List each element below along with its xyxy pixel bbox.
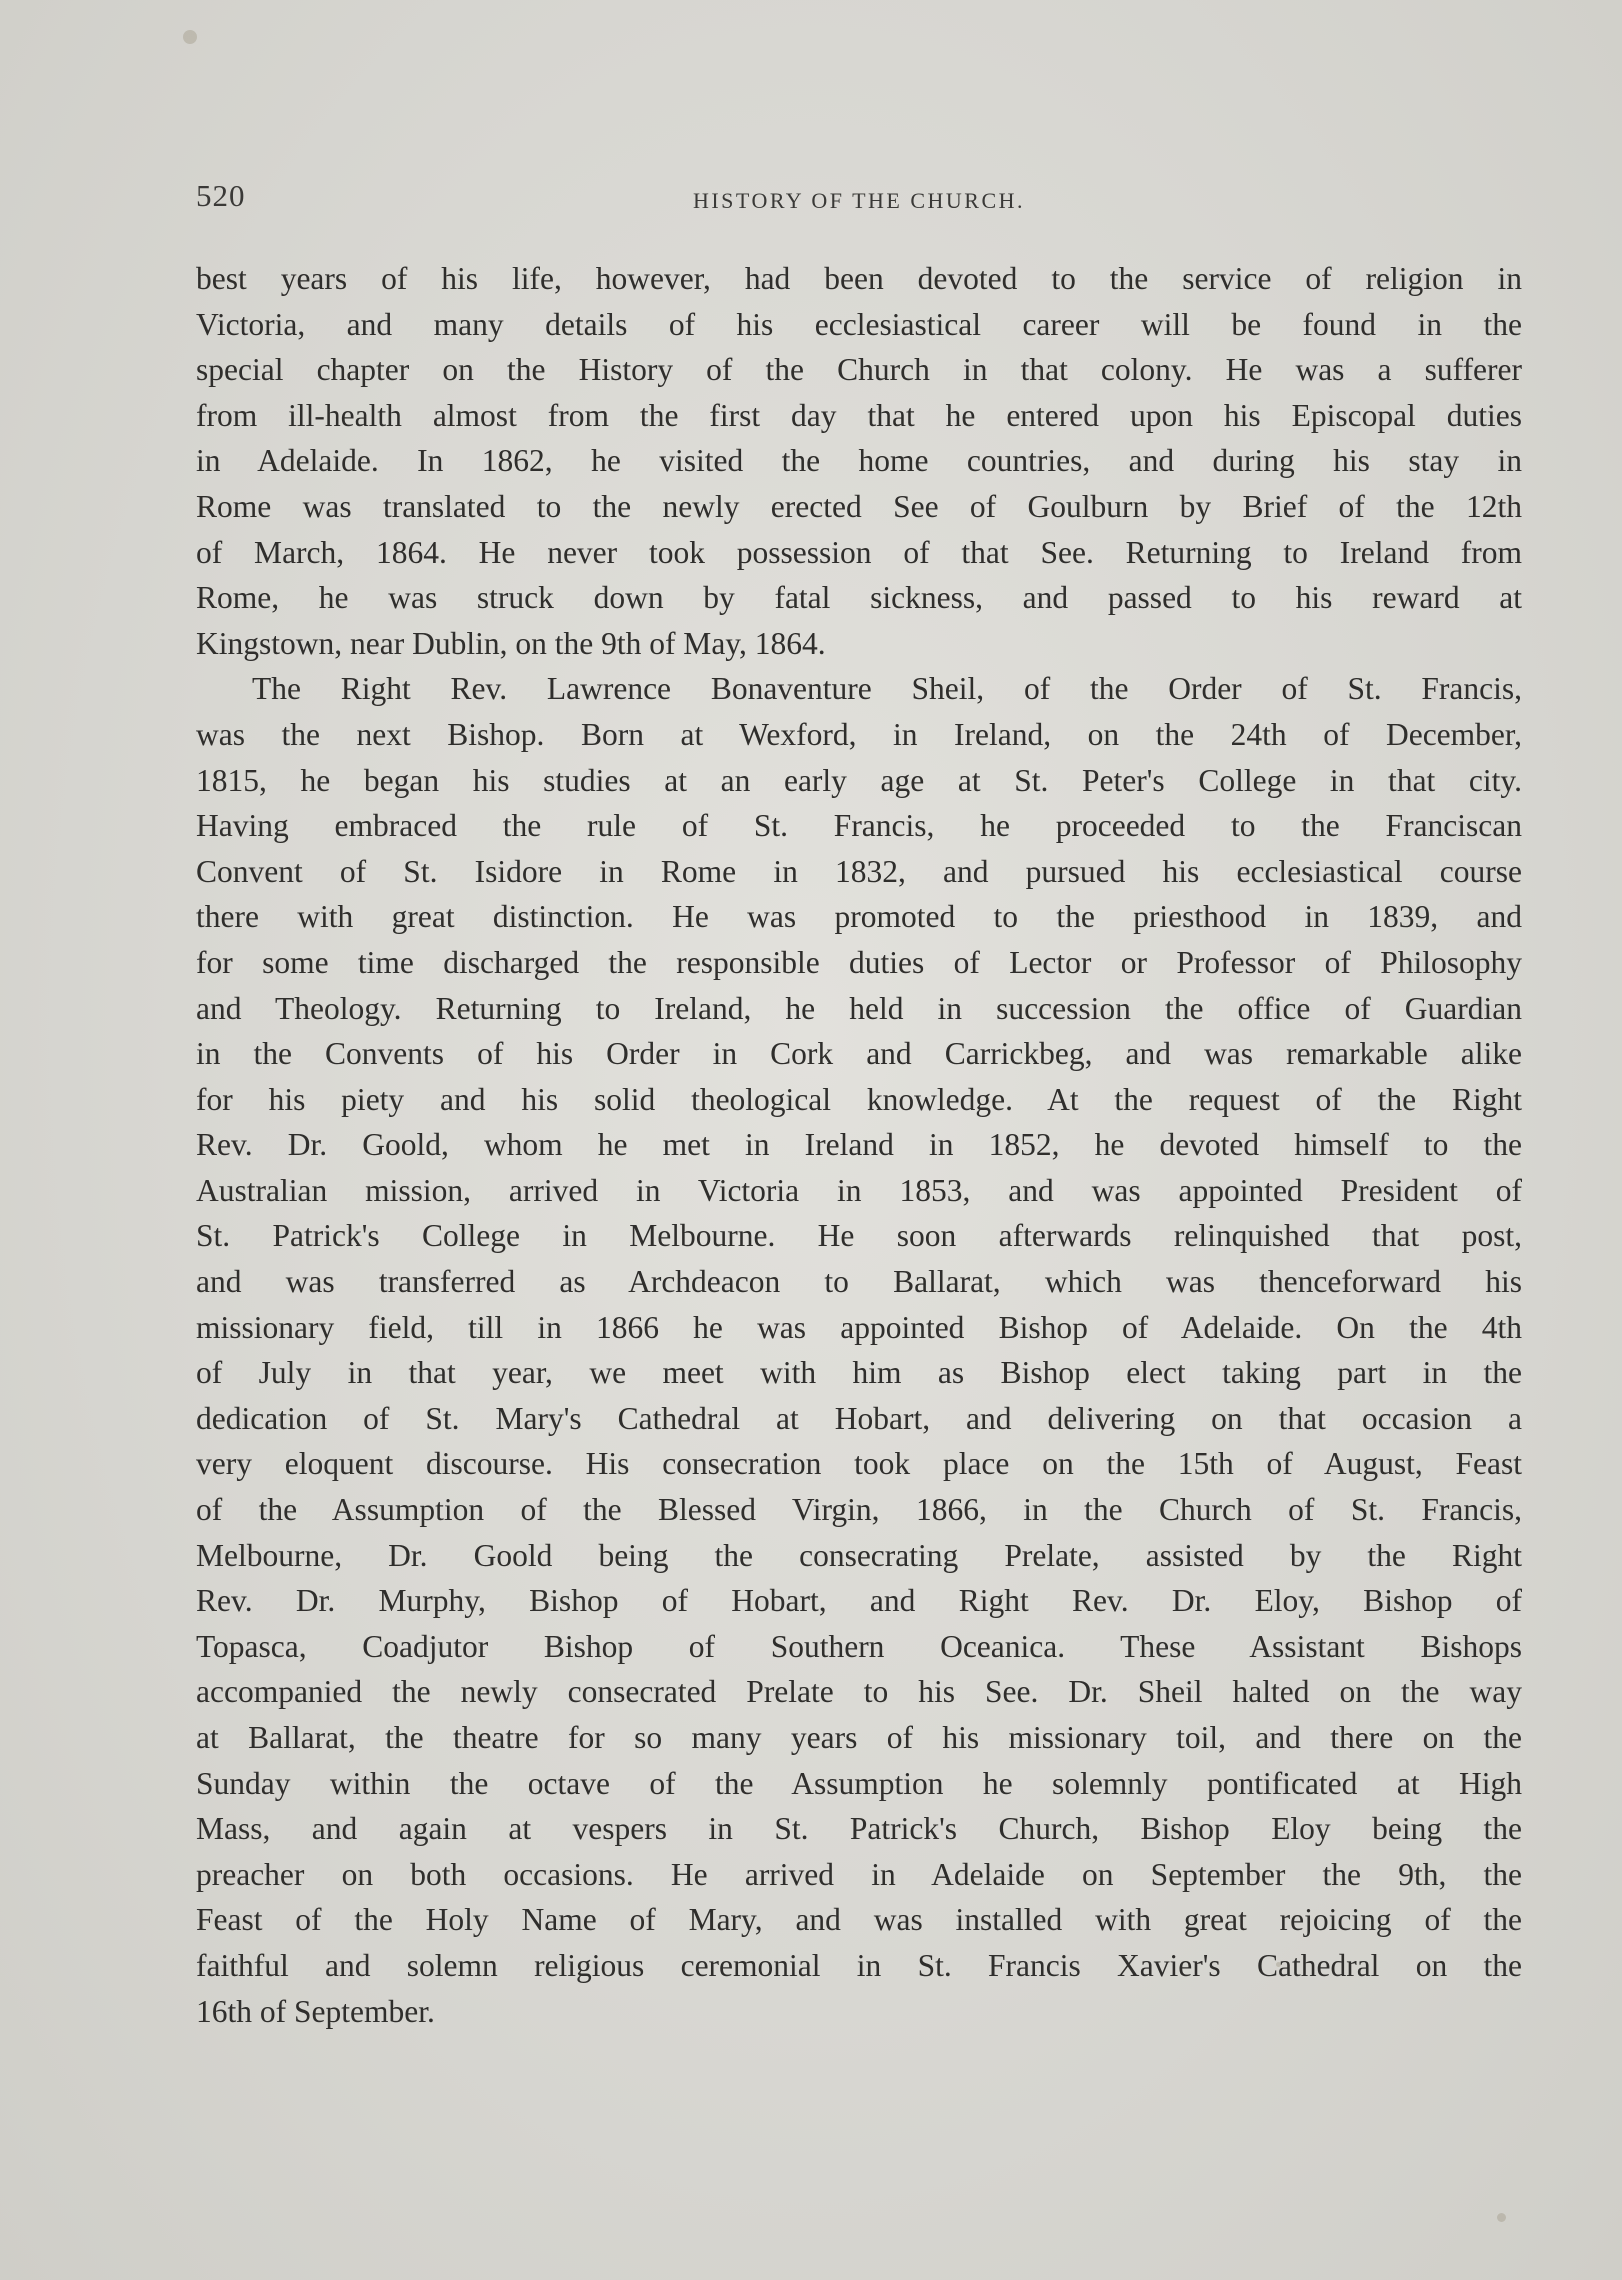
text-line: from ill-health almost from the first day that he entered upon his Episcopal duties [196, 397, 1522, 433]
text-line: Kingstown, near Dublin, on the 9th of May, 1864. [196, 625, 826, 661]
text-line: Rome, he was struck down by fatal sickness, and passed to his reward at [196, 580, 1522, 616]
text-line: Rev. Dr. Goold, whom he met in Ireland in 1852, he devoted himself to the [196, 1127, 1522, 1163]
text-line: in the Convents of his Order in Cork and Carrickbeg, and was remarkable alike [196, 1036, 1522, 1072]
text-line: accompanied the newly consecrated Prelate to his See. Dr. Sheil halted on the way [196, 1674, 1522, 1710]
text-line: Victoria, and many details of his ecclesiastical career will be found in the [196, 306, 1522, 342]
text-line: missionary field, till in 1866 he was appointed Bishop of Adelaide. On the 4th [196, 1309, 1522, 1345]
text-line: Rev. Dr. Murphy, Bishop of Hobart, and Right Rev. Dr. Eloy, Bishop of [196, 1583, 1522, 1619]
text-line: 1815, he began his studies at an early age at St. Peter's College in that city. [196, 762, 1522, 798]
text-line: and Theology. Returning to Ireland, he held in succession the office of Guardian [196, 990, 1522, 1026]
text-line: Sunday within the octave of the Assumption he solemnly pontificated at High [196, 1765, 1522, 1801]
text-line: Topasca, Coadjutor Bishop of Southern Oceanica. These Assistant Bishops [196, 1628, 1522, 1664]
text-line: of the Assumption of the Blessed Virgin, 1866, in the Church of St. Francis, [196, 1492, 1522, 1528]
body-text [196, 256, 1522, 2034]
paper-speck [1276, 1962, 1281, 1967]
text-line: of March, 1864. He never took possession of that See. Returning to Ireland from [196, 534, 1522, 570]
text-line: was the next Bishop. Born at Wexford, in Ireland, on the 24th of December, [196, 716, 1522, 752]
text-line: in Adelaide. In 1862, he visited the home countries, and during his stay in [196, 443, 1522, 479]
text-line: Having embraced the rule of St. Francis, he proceeded to the Franciscan [196, 808, 1522, 844]
text-line: and was transferred as Archdeacon to Ballarat, which was thenceforward his [196, 1264, 1522, 1300]
paper-speck [1497, 2213, 1506, 2222]
text-line: for some time discharged the responsible duties of Lector or Professor of Philosophy [196, 944, 1522, 980]
text-line: of July in that year, we meet with him as Bishop elect taking part in the [196, 1355, 1522, 1391]
text-line: faithful and solemn religious ceremonial in St. Francis Xavier's Cathedral on the [196, 1947, 1522, 1983]
text-line: The Right Rev. Lawrence Bonaventure Sheil, of the Order of St. Francis, [252, 671, 1522, 707]
text-line: at Ballarat, the theatre for so many years of his missionary toil, and there on the [196, 1720, 1522, 1755]
text-line: Feast of the Holy Name of Mary, and was installed with great rejoicing of the [196, 1902, 1522, 1938]
text-line: Convent of St. Isidore in Rome in 1832, and pursued his ecclesiastical course [196, 853, 1522, 889]
text-line: there with great distinction. He was promoted to the priesthood in 1839, and [196, 899, 1522, 935]
text-line: Rome was translated to the newly erected See of Goulburn by Brief of the 12th [196, 488, 1522, 524]
text-line: special chapter on the History of the Church in that colony. He was a sufferer [196, 352, 1522, 388]
text-line: for his piety and his solid theological knowledge. At the request of the Right [196, 1081, 1522, 1117]
text-line: dedication of St. Mary's Cathedral at Hobart, and delivering on that occasion a [196, 1400, 1522, 1436]
text-line: 16th of September. [196, 1993, 435, 2029]
text-line: best years of his life, however, had been devoted to the service of religion in [196, 261, 1522, 296]
text-line: St. Patrick's College in Melbourne. He soon afterwards relinquished that post, [196, 1218, 1522, 1254]
paragraph-2 [196, 666, 1522, 2034]
text-line: Mass, and again at vespers in St. Patrick's Church, Bishop Eloy being the [196, 1811, 1522, 1847]
text-line: Australian mission, arrived in Victoria in 1853, and was appointed President of [196, 1172, 1522, 1208]
running-head: HISTORY OF THE CHURCH. [692, 188, 1026, 213]
page-header [196, 178, 1522, 222]
page-number: 520 [196, 178, 246, 213]
text-line: preacher on both occasions. He arrived in Adelaide on September the 9th, the [196, 1856, 1522, 1892]
text-line: Melbourne, Dr. Goold being the consecrating Prelate, assisted by the Right [196, 1537, 1522, 1573]
paragraph-1 [196, 256, 1522, 666]
text-line: very eloquent discourse. His consecration took place on the 15th of August, Feast [196, 1446, 1522, 1482]
paper-speck [183, 30, 197, 44]
